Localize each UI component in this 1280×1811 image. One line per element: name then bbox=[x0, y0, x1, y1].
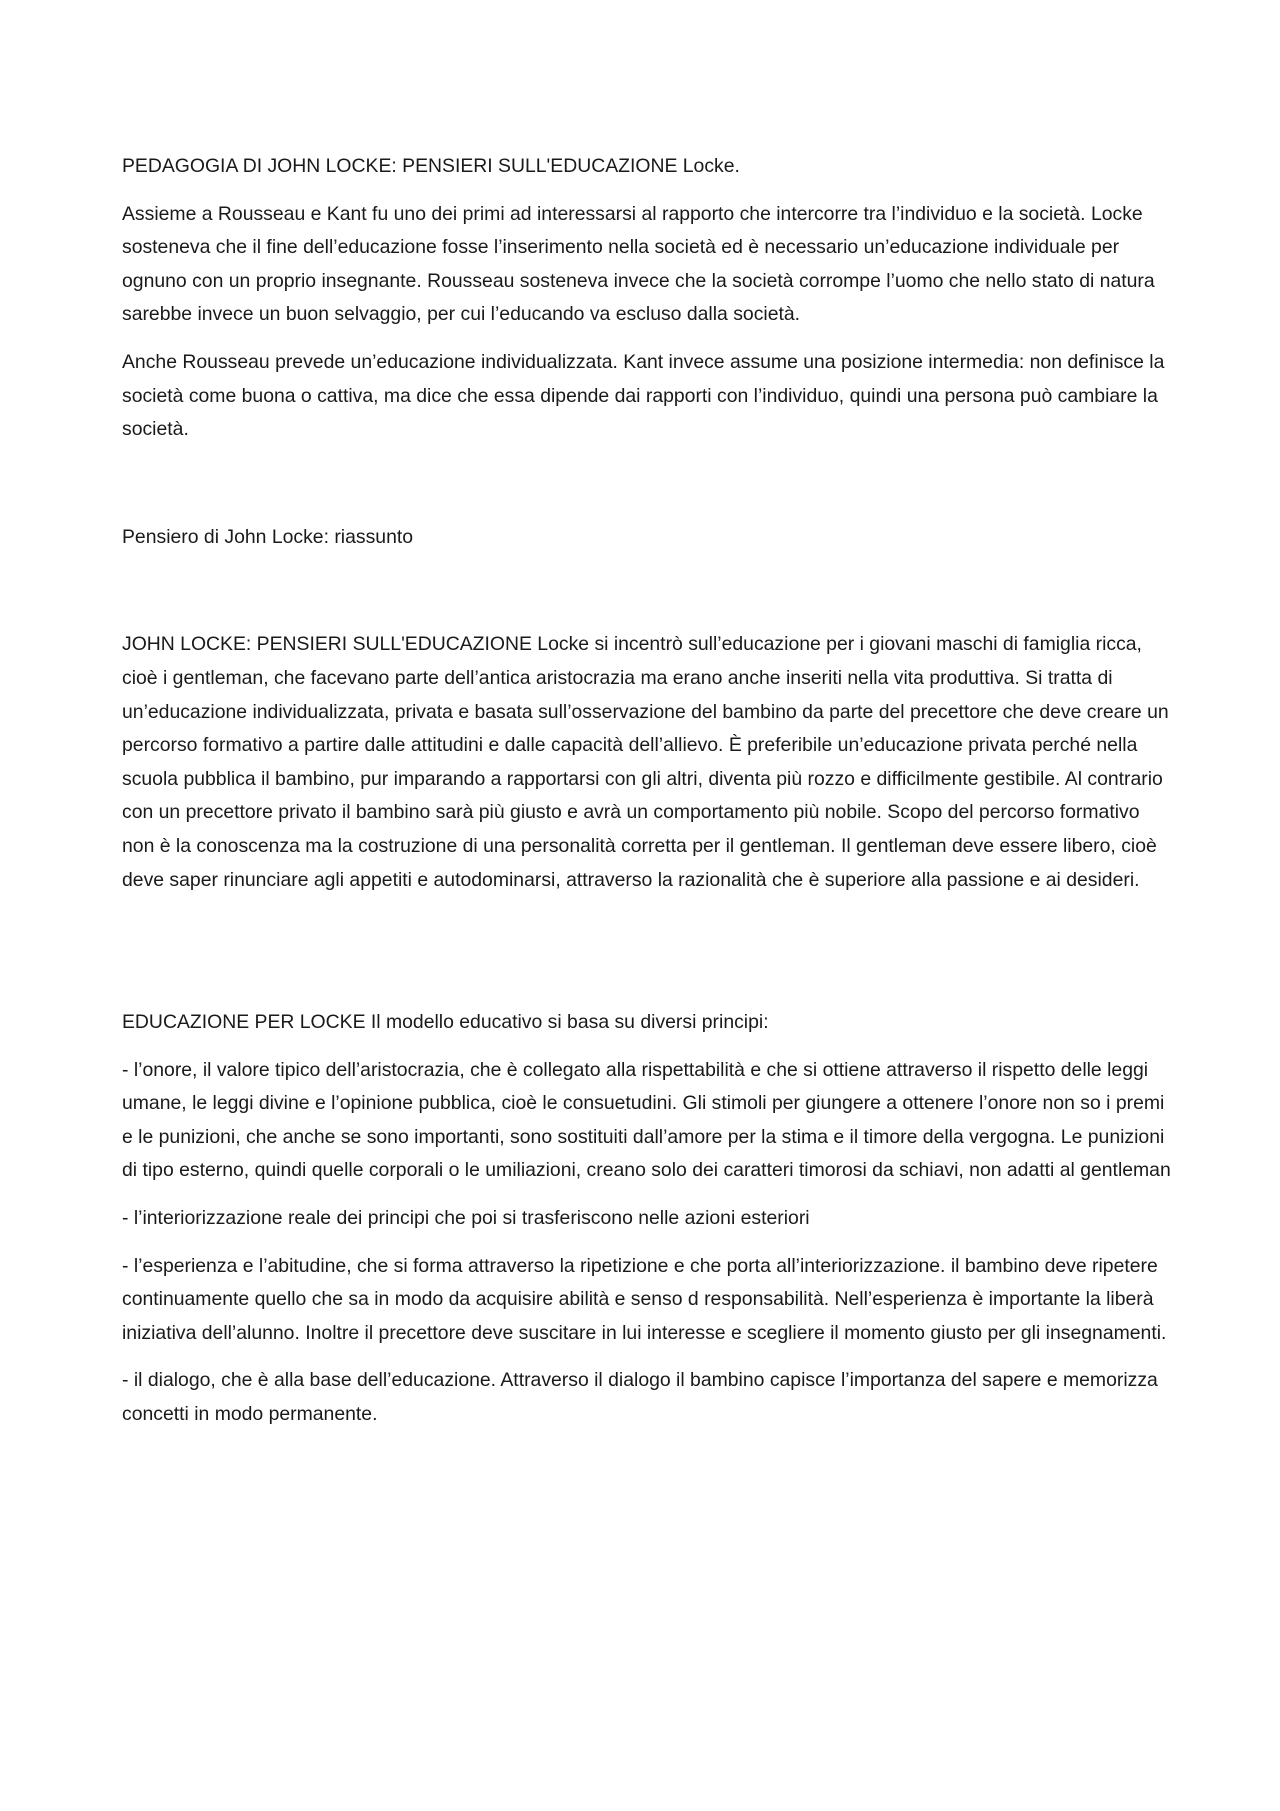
spacer bbox=[122, 911, 1172, 1006]
spacer bbox=[122, 461, 1172, 521]
education-heading: EDUCAZIONE PER LOCKE Il modello educativo si basa su diversi principi: bbox=[122, 1011, 769, 1034]
principle-item: - l’interiorizzazione reale dei principi che poi si trasferiscono nelle azioni esteriori bbox=[122, 1207, 810, 1230]
document-title-line: PEDAGOGIA DI JOHN LOCKE: PENSIERI SULL'EDUCAZIONE Locke. bbox=[122, 155, 740, 177]
intro-paragraph: Assieme a Rousseau e Kant fu uno dei primi ad interessarsi al rapporto che intercorre tra l’individuo e la società. Locke sosteneva che il fine dell’educazione fosse l’inserimento nella società ed è necessario un’educazione individuale per ognuno con un proprio insegnante. Rousseau sosteneva invece che la società corrompe l’uomo che nello stato di natura sarebbe invece un buon selvaggio, per cui l’educando va escluso dalla società. bbox=[122, 202, 1155, 326]
document-body bbox=[122, 150, 1172, 1446]
principle-item: - l’esperienza e l’abitudine, che si forma attraverso la ripetizione e che porta all’interiorizzazione. il bambino deve ripetere continuamente quello che sa in modo da acquisire abilità e senso d responsabilità. Nell’esperienza è importante la liberà iniziativa dell’alunno. Inoltre il precettore deve suscitare in lui interesse e scegliere il momento giusto per gli insegnamenti. bbox=[122, 1254, 1167, 1344]
principle-item: - il dialogo, che è alla base dell’educazione. Attraverso il dialogo il bambino capisce l’importanza del sapere e memorizza concetti in modo permanente. bbox=[122, 1369, 1158, 1426]
locke-paragraph: JOHN LOCKE: PENSIERI SULL'EDUCAZIONE Locke si incentrò sull’educazione per i giovani maschi di famiglia ricca, cioè i gentleman, che facevano parte dell’antica aristocrazia ma erano anche inseriti nella vita produttiva. Si tratta di un’educazione individualizzata, privata e basata sull’osservazione del bambino da parte del precettore che deve creare un percorso formativo a partire dalle attitudini e dalle capacità dell’allievo. È preferibile un’educazione privata perché nella scuola pubblica il bambino, pur imparando a rapportarsi con gli altri, diventa più rozzo e difficilmente gestibile. Al contrario con un precettore privato il bambino sarà più giusto e avrà un comportamento più nobile. Scopo del percorso formativo non è la conoscenza ma la costruzione di una personalità corretta per il gentleman. Il gentleman deve essere libero, cioè deve saper rinunciare agli appetiti e autodominarsi, attraverso la razionalità che è superiore alla passione e ai desideri. bbox=[122, 633, 1169, 891]
summary-heading: Pensiero di John Locke: riassunto bbox=[122, 525, 414, 548]
principle-item: - l’onore, il valore tipico dell’aristocrazia, che è collegato alla rispettabilità e che si ottiene attraverso il rispetto delle leggi umane, le leggi divine e l’opinione pubblica, cioè le consuetudini. Gli stimoli per giungere a ottenere l’onore non so i premi e le punizioni, che anche se sono importanti, sono sostituiti dall’amore per la stima e il timore della vergogna. Le punizioni di tipo esterno, quindi quelle corporali o le umiliazioni, creano solo dei caratteri timorosi da schiavi, non adatti al gentleman bbox=[122, 1058, 1171, 1182]
intro-paragraph: Anche Rousseau prevede un’educazione individualizzata. Kant invece assume una posizione intermedia: non definisce la società come buona o cattiva, ma dice che essa dipende dai rapporti con l’individuo, quindi una persona può cambiare la società. bbox=[122, 350, 1165, 441]
spacer bbox=[122, 568, 1172, 628]
